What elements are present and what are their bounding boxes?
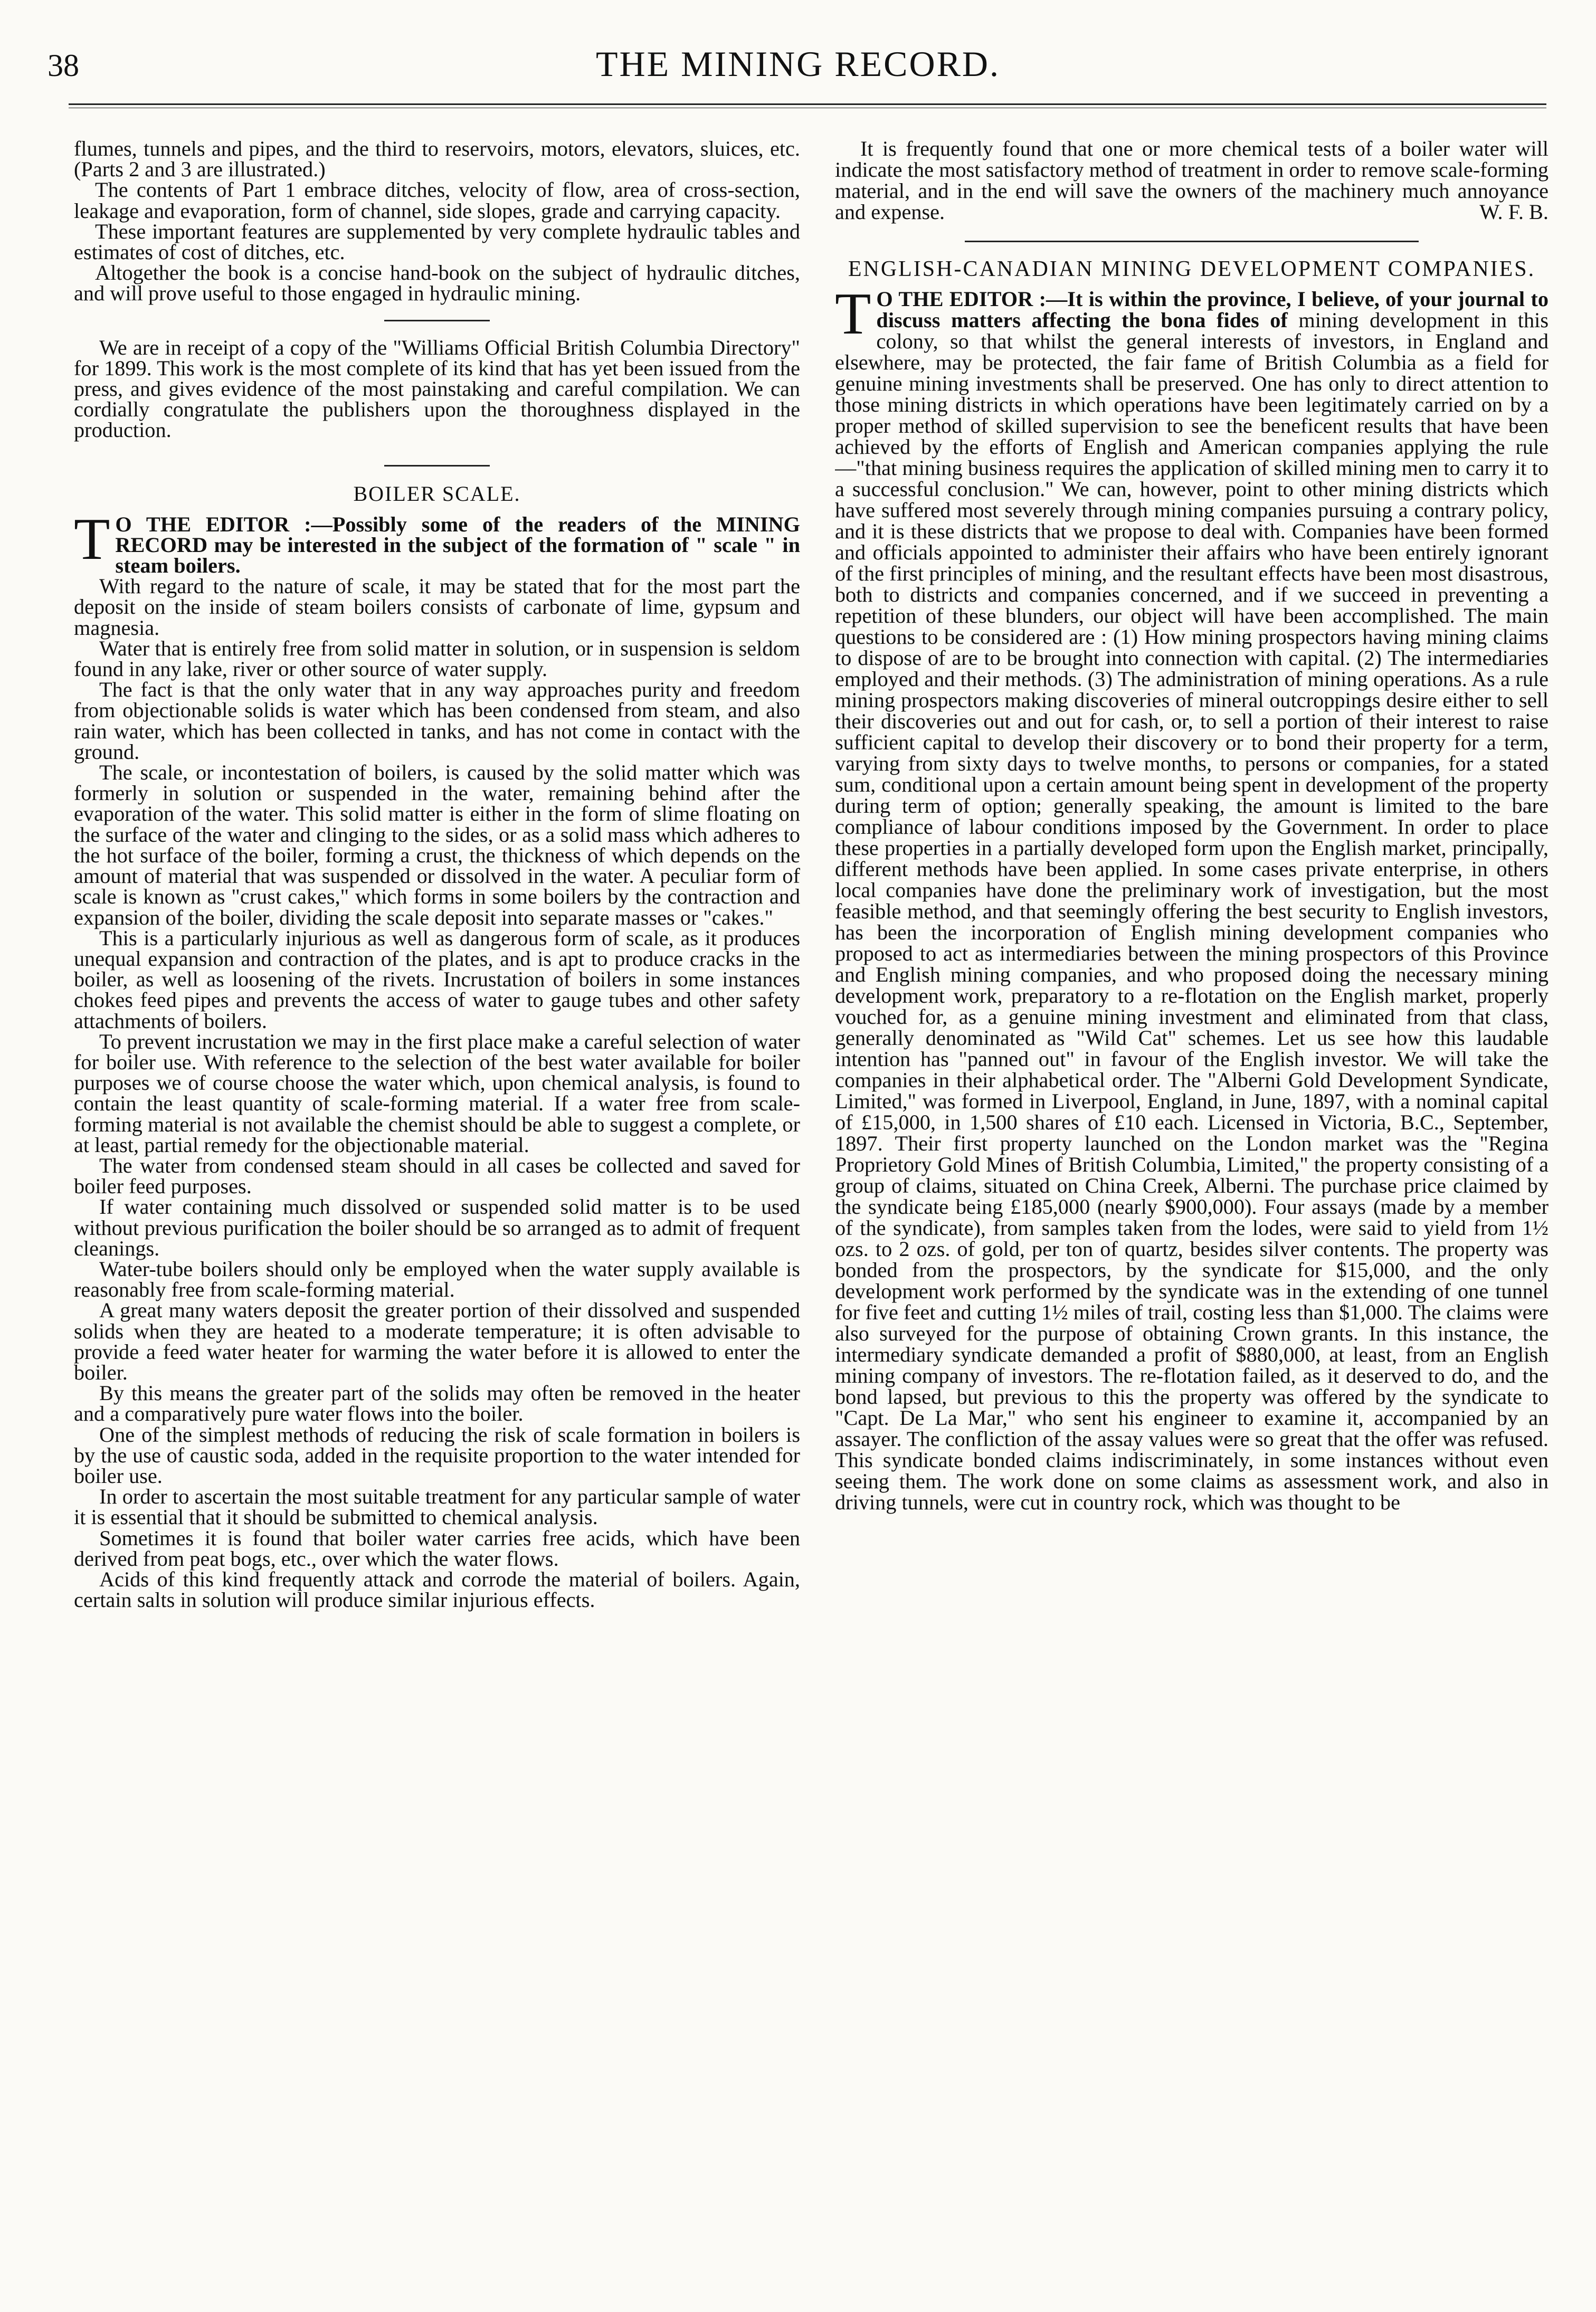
review-paragraph: Altogether the book is a concise hand-book on the subject of hydraulic ditches, and will prove useful to those engaged in hydraulic mining. [74,261,800,306]
conclusion-paragraph [835,138,1548,223]
boiler-paragraph: To prevent incrustation we may in the first place make a careful selection of water for boiler use. With reference to the selection of the best water available for boiler purposes we of course choose the water which, upon chemical analysis, is found to contain the least quantity of scale-forming material. If a water free from scale-forming material is not available the chemist should be able to suggest a complete, or at least, partial remedy for the objectionable material. [74,1029,800,1157]
boiler-paragraph: The water from condensed steam should in all cases be collected and saved for boiler feed purposes. [74,1153,800,1198]
boiler-opening-paragraph [74,506,800,578]
directory-notice [74,337,800,441]
conclusion-text: It is frequently found that one or more chemical tests of a boiler water will indicate the most satisfactory method of treatment in order to remove scale-forming material, and in the end will save the owners of the machinery much annoyance and expense. [835,138,1548,224]
boiler-paragraph: By this means the greater part of the solids may often be removed in the heater and a comparatively pure water flows into the boiler. [74,1381,800,1426]
page-header [0,37,1596,90]
left-column [74,138,800,2286]
separator-rule [384,320,490,321]
boiler-paragraph: Sometimes it is found that boiler water carries free acids, which have been derived from peat bogs, etc., over which the water flows. [74,1526,800,1571]
boiler-scale-conclusion [835,138,1548,223]
boiler-paragraph: The fact is that the only water that in any way approaches purity and freedom from objectionable solids is water which has been condensed from steam, and also rain water, which has been collected in tanks, and has not come in contact with the ground. [74,678,800,764]
notice-paragraph: We are in receipt of a copy of the "Williams Official British Columbia Directory" for 1899. This work is the most complete of its kind that has yet been issued from the press, and gives evidence of the most painstaking and careful compilation. We can cordially congratulate the publishers upon the thoroughness displayed in the production. [74,335,800,442]
page-number: 38 [48,48,79,83]
separator-rule [965,241,1419,242]
boiler-paragraph: With regard to the nature of scale, it may be stated that for the most part the deposit on the inside of steam boilers consists of carbonate of lime, gypsum and magnesia. [74,574,800,640]
english-canadian-letter [835,281,1548,1514]
boiler-scale-heading: BOILER SCALE. [353,481,521,506]
review-paragraph: These important features are supplemented by very complete hydraulic tables and estimates of cost of ditches, etc. [74,219,800,264]
english-opening-text: O THE EDITOR :—It is within the province, I believe, of your journal to discuss matters affecting the bona fides of [876,287,1548,332]
author-signature: W. F. B. [1479,200,1548,224]
right-column [835,138,1548,2286]
review-paragraph: flumes, tunnels and pipes, and the third to reservoirs, motors, elevators, sluices, etc. (Parts 2 and 3 are illustrated.) [74,138,800,182]
drop-cap: T [74,506,110,572]
english-body-text: mining development in this colony, so that whilst the general interests of investors, in England and elsewhere, may be protected, the fair fame of British Columbia as a field for genuine mining investments shall be preserved. One has only to direct attention to those mining districts in which operations have been legitimately carried on by a proper method of skilled supervision to see the beneficent results that have been achieved by the efforts of English and American companies applying the rule—"that mining business requires the application of skilled mining men to carry it to a successful conclusion." We can, however, point to other mining districts which have suffered most severely through mining companies pursuing a contrary policy, and it is these districts that we propose to deal with. Companies have been formed and officials appointed to administer their affairs who have been entirely ignorant of the first principles of mining, and the resultant effects have been most disastrous, both to districts and companies concerned, and if we succeed in preventing a repetition of these blunders, our object will have been accomplished. The main questions to be considered are : (1) How mining prospectors having mining claims to dispose of are to be brought into connection with capital. (2) The intermediaries employed and their methods. (3) The administration of mining operations. As a rule mining prospectors making discoveries of mineral outcroppings desire either to sell their discoveries out and out for cash, or, to sell a portion of their interest to raise sufficient capital to develop their discovery or to bond their property for a term, varying from sixty days to twelve months, to persons or companies, for a stated sum, conditional upon a certain amount being spent in development of the property during term of option; generally speaking, the amount is limited to the bare compliance of labour conditions imposed by the Government. In order to place these properties in a partially developed form upon the English market, principally, different methods have been applied. In some cases private enterprise, in others local companies have done the preliminary work of investigation, but the most feasible method, and that seemingly offering the best security to English investors, has been the incorporation of English mining development companies who proposed to act as intermediaries between the mining prospectors of this Province and English mining companies, and who proposed doing the necessary mining development work, preparatory to a re-flotation on the English market, properly vouched for, as a genuine mining investment and eliminated from that class, generally denominated as "Wild Cat" schemes. Let us see how this laudable intention has "panned out" in favour of the English investor. We will take the companies in their alphabetical order. The "Alberni Gold Development Syndicate, Limited," was formed in Liverpool, England, in June, 1897, with a nominal capital of £15,000, in 1,500 shares of £10 each. Licensed in Victoria, B.C., September, 1897. Their first property launched on the London market was the "Regina Proprietory Gold Mines of British Columbia, Limited," the property consisting of a group of claims, situated on China Creek, Alberni. The purchase price claimed by the syndicate being £185,000 (nearly $900,000). Four assays (made by a member of the syndicate), from samples taken from the lodes, were said to yield from 1½ ozs. to 2 ozs. of gold, per ton of quartz, besides silver contents. The property was bonded from the prospectors, by the syndicate for $15,000, and the only development work performed by the syndicate was in the extending of one tunnel for five feet and cutting 1½ miles of trail, costing less than $1,000. The claims were also surveyed for the purpose of obtaining Crown grants. In this instance, the intermediary syndicate demanded a profit of $880,000, at least, from an English mining company of investors. The re-flotation failed, as it deserved to do, and the bond lapsed, but previous to this the property was offered by the syndicate to "Capt. De La Mar," who sent his engineer to examine it, accompanied by an assayer. The confliction of the assay values were so great that the offer was refused. This syndicate bonded claims indiscriminately, in some instances without even seeing them. The work done on some claims as assessment work, and also in driving tunnels, were cut in country rock, which was thought to be [835,308,1548,1514]
boiler-paragraph: If water containing much dissolved or suspended solid matter is to be used without previous purification the boiler should be so arranged as to admit of frequent cleanings. [74,1195,800,1260]
separator-rule [384,465,490,467]
boiler-opening-text: O THE EDITOR :—Possibly some of the readers of the MINING RECORD may be interested in the subject of the formation of " scale " in steam boilers. [115,512,800,578]
header-rule-top [69,103,1546,105]
hydraulic-review [74,138,800,304]
review-paragraph: The contents of Part 1 embrace ditches, velocity of flow, area of cross-section, leakage and evaporation, form of channel, side slopes, grade and carrying capacity. [74,178,800,223]
boiler-paragraph: This is a particularly injurious as well as dangerous form of scale, as it produces unequal expansion and contraction of the plates, and is apt to produce cracks in the boiler, as well as loosening of the rivets. Incrustation of boilers in some instances chokes feed pipes and prevents the access of water to gauge tubes and other safety attachments of boilers. [74,926,800,1033]
drop-cap: T [835,281,871,347]
english-canadian-heading: ENGLISH-CANADIAN MINING DEVELOPMENT COMPANIES. [848,257,1536,281]
boiler-paragraph: In order to ascertain the most suitable treatment for any particular sample of water it is essential that it should be submitted to chemical analysis. [74,1485,800,1529]
boiler-paragraph: One of the simplest methods of reducing the risk of scale formation in boilers is by the use of caustic soda, added in the requisite proportion to the water intended for boiler use. [74,1422,800,1488]
boiler-paragraph: The scale, or incontestation of boilers, is caused by the solid matter which was formerly in solution or suspended in the water, remaining behind after the evaporation of the water. This solid matter is either in the form of slime floating on the surface of the water and clinging to the sides, or as a solid mass which adheres to the hot surface of the boiler, forming a crust, the thickness of which depends on the amount of material that was suspended or dissolved in the water. A peculiar form of scale is known as "crust cakes," which forms in some boilers by the contraction and expansion of the boiler, dividing the scale deposit into separate masses or "cakes." [74,760,800,929]
boiler-paragraph: A great many waters deposit the greater portion of their dissolved and suspended solids when they are heated to a moderate temperature; it is often advisable to provide a feed water heater for warming the water before it is allowed to enter the boiler. [74,1298,800,1384]
boiler-scale-letter [74,506,800,1612]
boiler-paragraph: Acids of this kind frequently attack and corrode the material of boilers. Again, certain salts in solution will produce similar injurious effects. [74,1567,800,1612]
english-opening-paragraph [835,281,1548,1514]
boiler-paragraph: Water-tube boilers should only be employed when the water supply available is reasonably free from scale-forming material. [74,1257,800,1302]
boiler-paragraph: Water that is entirely free from solid matter in solution, or in suspension is seldom found in any lake, river or other source of water supply. [74,636,800,681]
publication-title: THE MINING RECORD. [595,44,1001,84]
